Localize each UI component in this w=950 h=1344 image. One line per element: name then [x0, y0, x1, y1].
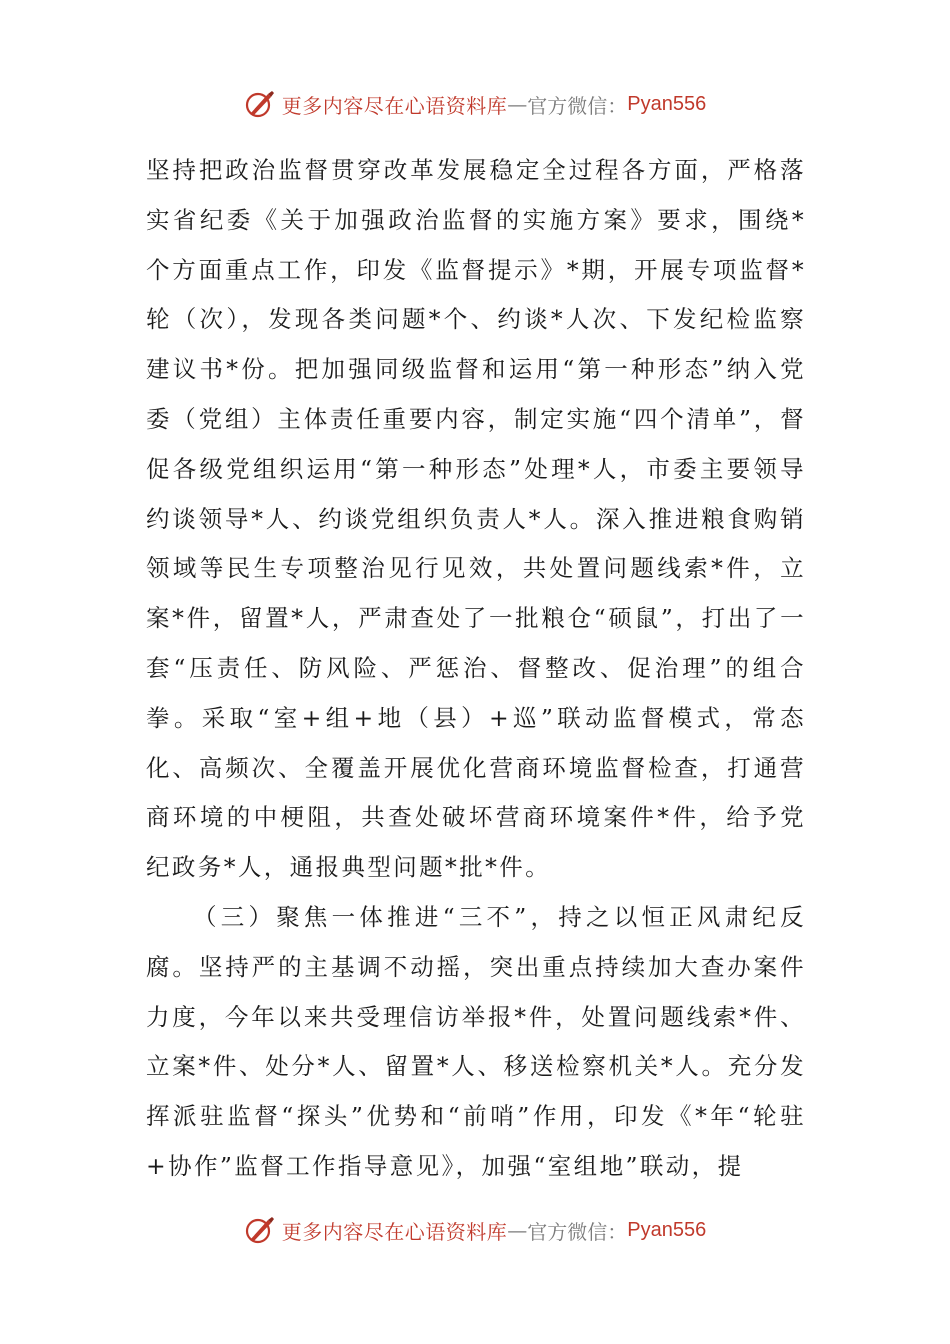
banner-dash: —: [507, 92, 528, 116]
wechat-id: Pyan556: [627, 1218, 707, 1241]
pen-circle-logo-icon: [244, 88, 276, 120]
site-name: 更多内容尽在心语资料库: [281, 93, 508, 118]
paragraph-2: （三）聚焦一体推进“三不”，持之以恒正风肃纪反腐。坚持严的主基调不动摇，突出重点持续加大查办案件力度，今年以来共受理信访举报*件，处置问题线索*件、立案*件、处分*人、留置*人、移送检察机关*人。充分发挥派驻监督“探头”优势和“前哨”作用，印发《*年“轮驻+协作”监督工作指导意见》，加强“室组地”联动，提: [146, 902, 806, 1180]
site-name: 更多内容尽在心语资料库: [281, 1219, 508, 1244]
header-banner: [0, 84, 950, 124]
footer-banner: [0, 1210, 950, 1250]
document-body: [146, 146, 806, 1192]
wechat-id: Pyan556: [627, 92, 707, 115]
pen-circle-logo-icon: [244, 1214, 276, 1246]
paragraph-1: 坚持把政治监督贯穿改革发展稳定全过程各方面，严格落实省纪委《关于加强政治监督的实施方案》要求，围绕*个方面重点工作，印发《监督提示》*期，开展专项监督*轮（次），发现各类问题*个、约谈*人次、下发纪检监察建议书*份。把加强同级监督和运用“第一种形态”纳入党委（党组）主体责任重要内容，制定实施“四个清单”，督促各级党组织运用“第一种形态”处理*人，市委主要领导约谈领导*人、约谈党组织负责人*人。深入推进粮食购销领域等民生专项整治见行见效，共处置问题线索*件，立案*件，留置*人，严肃查处了一批粮仓“硕鼠”，打出了一套“压责任、防风险、严惩治、督整改、促治理”的组合拳。采取“室+组+地（县）+巡”联动监督模式，常态化、高频次、全覆盖开展优化营商环境监督检查，打通营商环境的中梗阻，共查处破坏营商环境案件*件，给予党纪政务*人，通报典型问题*批*件。: [146, 156, 806, 882]
wechat-label: 官方微信：: [527, 93, 628, 118]
banner-dash: —: [507, 1218, 528, 1242]
wechat-label: 官方微信：: [527, 1219, 628, 1244]
